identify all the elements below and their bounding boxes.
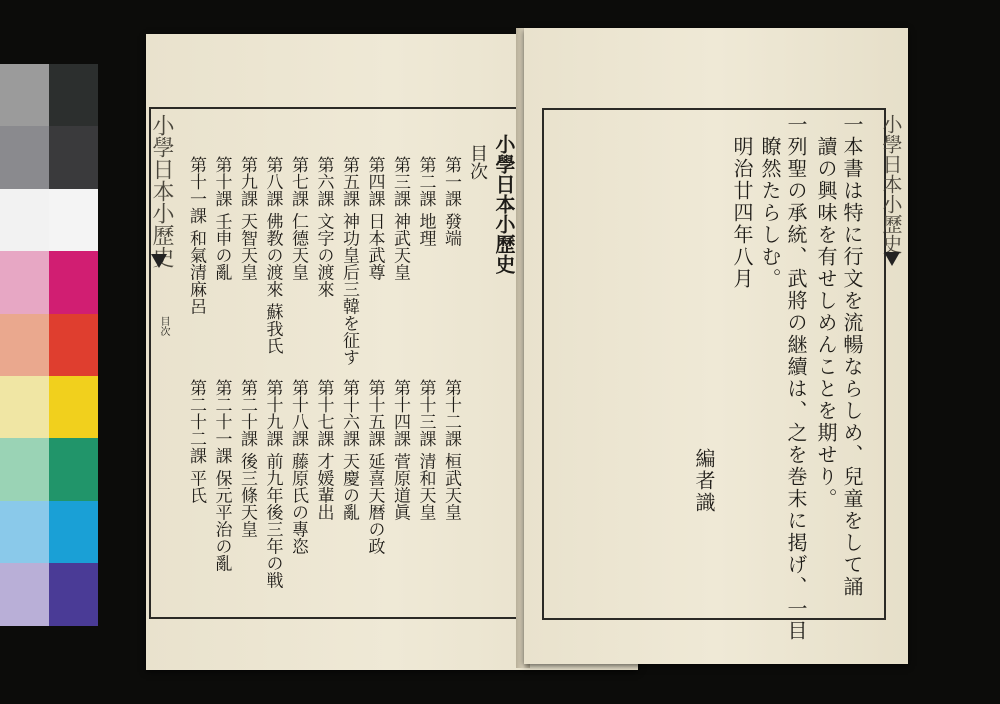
open-book	[120, 28, 910, 668]
color-swatch	[0, 189, 49, 251]
left-side-toc-label: 目次	[158, 316, 169, 336]
color-swatch	[0, 64, 49, 126]
color-swatch	[49, 563, 98, 625]
color-swatch	[49, 251, 98, 313]
preface-line: 一本書は特に行文を流暢ならしめ、兒童をして誦	[840, 114, 864, 598]
left-side-label: 小學日本小歷史	[149, 114, 174, 268]
toc-entry: 第十八課 藤原氏の專恣	[288, 379, 308, 555]
toc-heading: 目次	[467, 144, 488, 180]
toc-entry: 第十課 壬申の亂	[211, 156, 232, 281]
toc-entry: 第二課 地理	[415, 156, 436, 247]
color-swatch	[49, 376, 98, 438]
color-swatch	[49, 501, 98, 563]
toc-entry: 第一課 發端	[441, 156, 461, 247]
toc-entry: 第二十一課 保元平治の亂	[211, 379, 232, 572]
toc-entry: 第十二課 桓武天皇	[441, 379, 461, 521]
toc-entry: 第十五課 延喜天暦の政	[364, 379, 385, 555]
color-swatch	[49, 314, 98, 376]
preface-line: 瞭然たらしむ。	[758, 136, 782, 290]
color-calibration-chart	[0, 64, 98, 626]
toc-entry: 第五課 神功皇后三韓を征す	[339, 156, 359, 366]
fold-marker-right	[884, 252, 900, 266]
toc-entry: 第四課 日本武尊	[364, 156, 385, 281]
fold-marker	[151, 254, 167, 268]
toc-entry: 第二十二課 平氏	[186, 379, 206, 504]
right-page	[524, 28, 908, 664]
toc-entry: 第十四課 菅原道眞	[390, 379, 410, 521]
toc-entry: 第十七課 才媛輩出	[313, 379, 334, 521]
preface-line: 一列聖の承統、武將の継續は、之を巻末に掲げ、一目	[784, 114, 808, 642]
toc-entry: 第十六課 天慶の亂	[339, 379, 359, 521]
toc-entry: 第十九課 前九年後三年の戦	[262, 379, 283, 589]
color-swatch	[0, 314, 49, 376]
toc-entry: 第六課 文字の渡來	[313, 156, 334, 298]
color-swatch	[49, 126, 98, 188]
toc-entry: 第十三課 清和天皇	[415, 379, 436, 521]
preface-line: 編者識	[692, 448, 716, 514]
color-swatch	[0, 563, 49, 625]
toc-entry: 第九課 天智天皇	[237, 156, 257, 281]
toc-entry: 第三課 神武天皇	[390, 156, 410, 281]
right-side-label: 小學日本小歷史	[879, 114, 903, 254]
toc-entry: 第七課 仁德天皇	[288, 156, 308, 281]
preface-line: 讀の興味を有せしめんことを期せり。	[814, 136, 838, 510]
color-swatch	[49, 64, 98, 126]
toc-entry: 第八課 佛教の渡來 蘇我氏	[262, 156, 283, 354]
color-swatch	[0, 126, 49, 188]
color-swatch	[0, 251, 49, 313]
color-swatch	[0, 376, 49, 438]
toc-entry: 第二十課 後三條天皇	[237, 379, 257, 538]
color-swatch	[0, 438, 49, 500]
color-swatch	[0, 501, 49, 563]
color-swatch	[49, 438, 98, 500]
book-title: 小學日本小歷史	[492, 134, 516, 274]
toc-entry: 第十一課 和氣清麻呂	[186, 156, 206, 315]
color-swatch	[49, 189, 98, 251]
preface-line: 明治廿四年八月	[730, 136, 754, 290]
